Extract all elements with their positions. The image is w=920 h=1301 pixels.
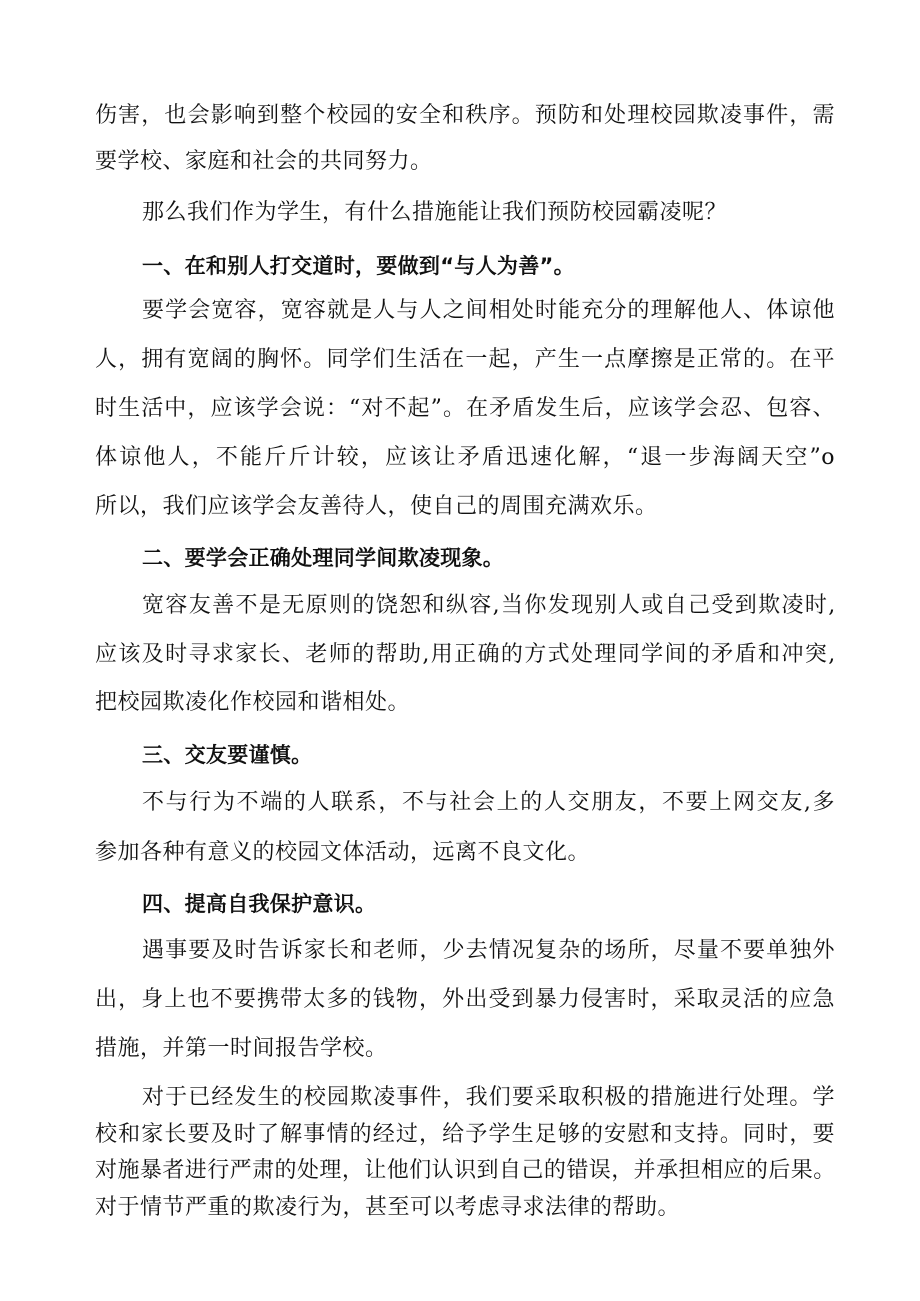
question-paragraph: 那么我们作为学生，有什么措施能让我们预防校园霸凌呢？ [142,200,728,225]
paragraph-line: 对施暴者进行严肃的处理，让他们认识到自己的错误，并承担相应的后果。 [95,1158,835,1183]
paragraph-line: 遇事要及时告诉家长和老师，少去情况复杂的场所，尽量不要单独外 [142,938,835,963]
paragraph-line: 所以，我们应该学会友善待人，使自己的周围充满欢乐。 [95,494,658,519]
section-heading-3: 三、交友要谨慎。 [142,743,313,767]
paragraph-line: 措施，并第一时间报告学校。 [95,1036,388,1061]
paragraph-line: 出，身上也不要携带太多的钱物，外出受到暴力侵害时，采取灵活的应急 [95,987,835,1012]
paragraph-line: 应该及时寻求家长、老师的帮助,用正确的方式处理同学间的矛盾和冲突, [95,642,835,667]
paragraph-line: 体谅他人，不能斤斤计较，应该让矛盾迅速化解，“退一步海阔天空”o [95,445,835,470]
paragraph-line: 宽容友善不是无原则的饶恕和纵容,当你发现别人或自己受到欺凌时, [142,593,835,618]
section-heading-2: 二、要学会正确处理同学间欺凌现象。 [142,546,505,570]
intro-line: 要学校、家庭和社会的共同努力。 [95,149,433,174]
paragraph-line: 把校园欺凌化作校园和谐相处。 [95,690,411,715]
paragraph-line: 校和家长要及时了解事情的经过，给予学生足够的安慰和支持。同时，要 [95,1122,835,1147]
paragraph-line: 不与行为不端的人联系，不与社会上的人交朋友，不要上网交友,多 [142,790,835,815]
paragraph-line: 时生活中，应该学会说：“对不起”。在矛盾发生后，应该学会忍、包容、 [95,396,835,421]
paragraph-line: 对于情节严重的欺凌行为，甚至可以考虑寻求法律的帮助。 [95,1195,681,1220]
section-heading-4: 四、提高自我保护意识。 [142,892,377,916]
paragraph-line: 人，拥有宽阔的胸怀。同学们生活在一起，产生一点摩擦是正常的。在平 [95,347,835,372]
paragraph-line: 参加各种有意义的校园文体活动，远离不良文化。 [95,840,591,865]
paragraph-line: 对于已经发生的校园欺凌事件，我们要采取积极的措施进行处理。学 [142,1085,835,1110]
intro-line: 伤害，也会影响到整个校园的安全和秩序。预防和处理校园欺凌事件，需 [95,103,835,128]
section-heading-1: 一、在和别人打交道时，要做到“与人为善”。 [142,254,575,278]
paragraph-line: 要学会宽容，宽容就是人与人之间相处时能充分的理解他人、体谅他 [142,298,835,323]
